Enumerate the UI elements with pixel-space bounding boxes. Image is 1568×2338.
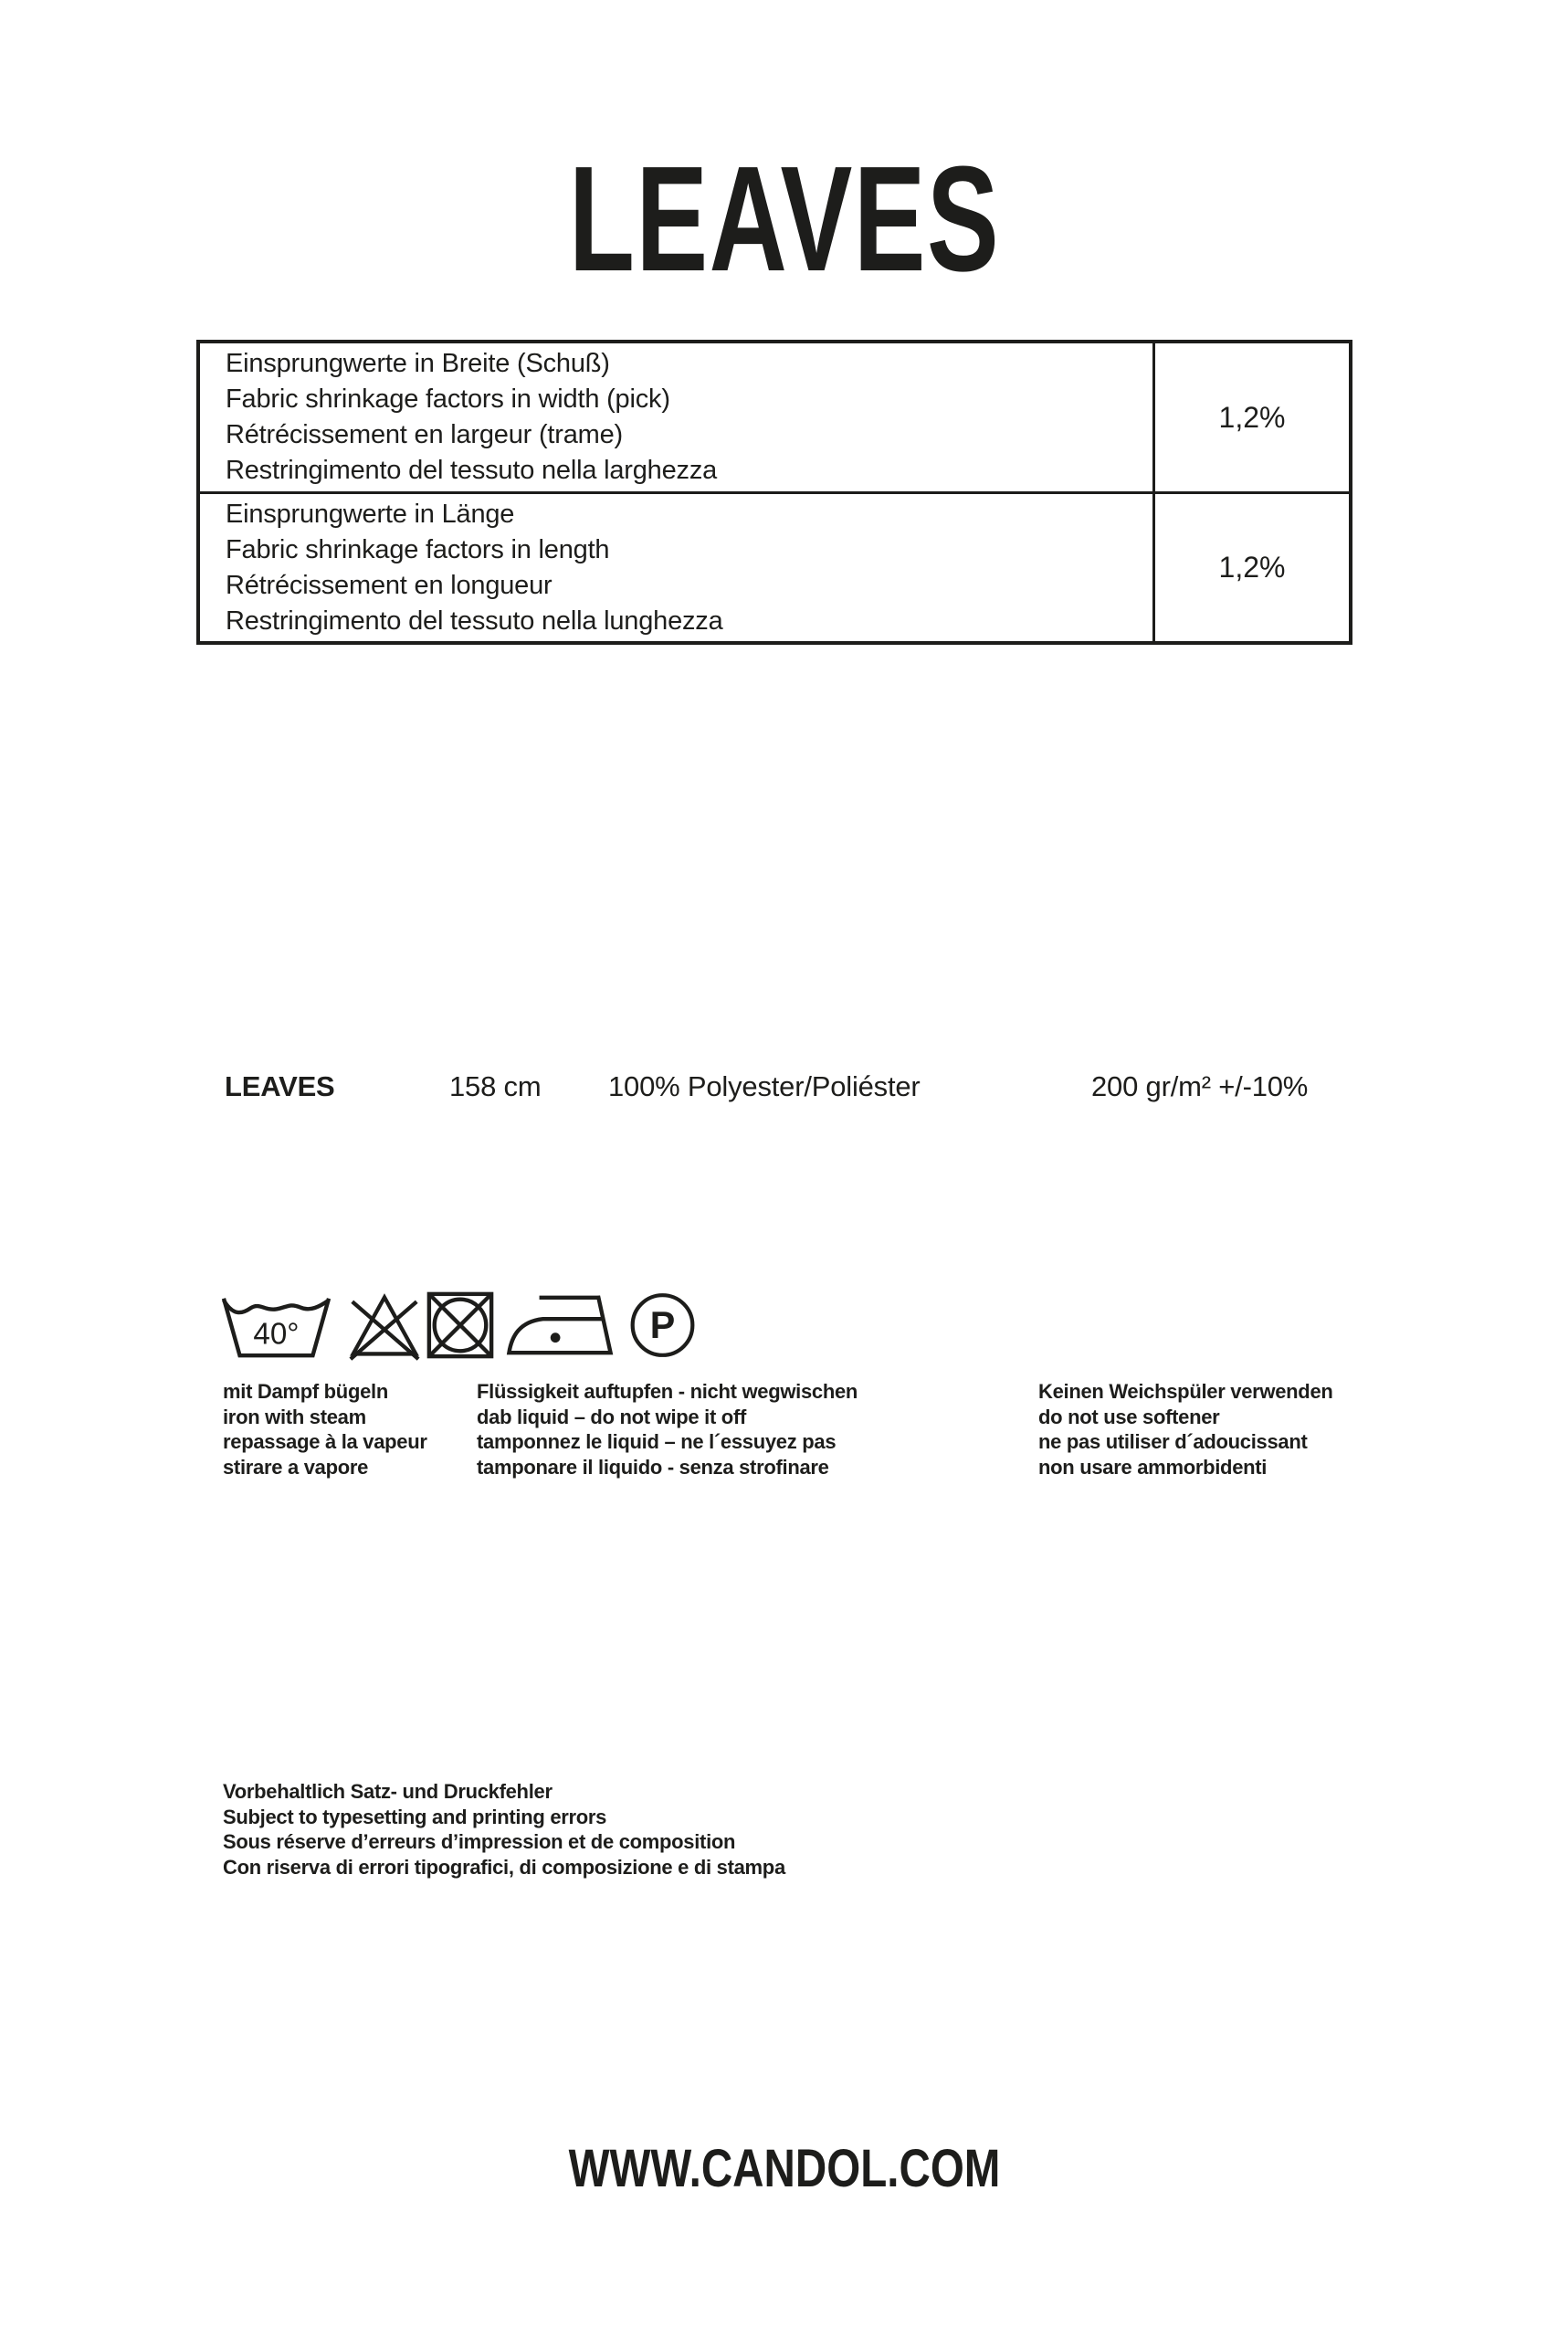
product-weight: 200 gr/m² +/-10% <box>1091 1070 1309 1102</box>
disclaimer-line: Con riserva di errori tipografici, di composizione e di stampa <box>223 1855 785 1879</box>
disclaimer-line: Vorbehaltlich Satz- und Druckfehler <box>223 1780 552 1803</box>
table-row-shrinkage-width <box>200 343 1349 491</box>
product-composition: 100% Polyester/Poliéster <box>608 1070 921 1102</box>
shrinkage-label-line: Restringimento del tessuto nella lunghezza <box>226 606 723 636</box>
care-instruction-line: dab liquid – do not wipe it off <box>477 1405 746 1428</box>
care-instruction-line: non usare ammorbidenti <box>1038 1455 1268 1479</box>
shrinkage-label-line: Rétrécissement en longueur <box>226 570 552 600</box>
care-instruction-line: repassage à la vapeur <box>223 1430 427 1453</box>
iron-one-dot-icon <box>505 1290 615 1361</box>
care-instruction-line: mit Dampf bügeln <box>223 1380 388 1403</box>
do-not-bleach-icon <box>348 1290 421 1361</box>
care-instruction-column-no-softener <box>1038 1379 1333 1480</box>
table-row-shrinkage-length <box>200 491 1349 641</box>
shrinkage-table <box>196 340 1352 645</box>
shrinkage-label-line: Einsprungwerte in Länge <box>226 499 515 529</box>
care-instruction-line: tamponnez le liquid – ne l´essuyez pas <box>477 1430 837 1453</box>
shrinkage-width-value: 1,2% <box>1152 343 1349 491</box>
disclaimer-line: Sous réserve d’erreurs d’impression et de composition <box>223 1830 736 1853</box>
shrinkage-label-line: Fabric shrinkage factors in width (pick) <box>226 384 670 414</box>
shrinkage-label-line: Fabric shrinkage factors in length <box>226 534 610 564</box>
care-instruction-line: ne pas utiliser d´adoucissant <box>1038 1430 1308 1453</box>
care-instruction-line: iron with steam <box>223 1405 366 1428</box>
svg-text:40°: 40° <box>253 1317 300 1352</box>
dry-clean-p-icon <box>628 1290 697 1361</box>
care-instruction-line: Flüssigkeit auftupfen - nicht wegwischen <box>477 1380 858 1403</box>
shrinkage-length-label <box>200 494 1152 641</box>
shrinkage-label-line: Einsprungwerte in Breite (Schuß) <box>226 349 610 378</box>
care-instruction-line: stirare a vapore <box>223 1455 369 1479</box>
disclaimer-line: Subject to typesetting and printing errors <box>223 1805 607 1828</box>
svg-text:P: P <box>649 1304 676 1347</box>
care-instruction-line: Keinen Weichspüler verwenden <box>1038 1380 1333 1403</box>
care-instruction-column-dab-liquid <box>477 1379 858 1480</box>
footer-url: WWW.CANDOL.COM <box>568 2139 1000 2198</box>
shrinkage-width-label <box>200 343 1152 491</box>
wash-40-icon <box>217 1290 335 1361</box>
product-name: LEAVES <box>225 1070 335 1102</box>
disclaimer <box>223 1779 785 1880</box>
page-title: LEAVES <box>568 135 1000 302</box>
shrinkage-label-line: Restringimento del tessuto nella larghezza <box>226 456 718 485</box>
shrinkage-length-value: 1,2% <box>1152 494 1349 641</box>
care-instruction-column-iron-steam <box>223 1379 427 1480</box>
care-instruction-line: tamponare il liquido - senza strofinare <box>477 1455 829 1479</box>
product-width: 158 cm <box>449 1070 542 1102</box>
care-instruction-line: do not use softener <box>1038 1405 1220 1428</box>
do-not-tumble-dry-icon <box>425 1290 496 1361</box>
shrinkage-label-line: Rétrécissement en largeur (trame) <box>226 420 623 449</box>
